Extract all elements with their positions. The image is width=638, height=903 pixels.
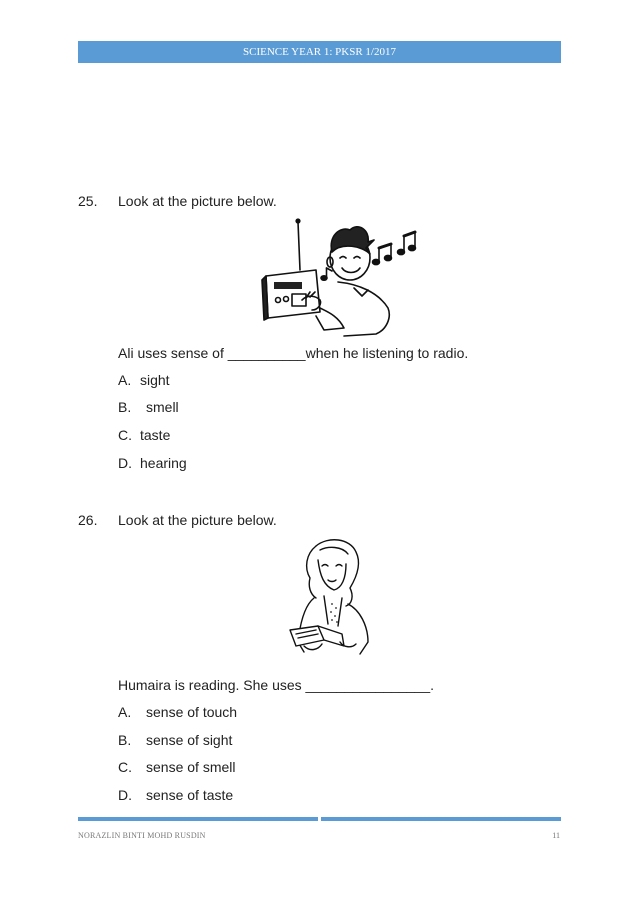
- question-25-number: 25.: [78, 193, 98, 209]
- question-25-option-c[interactable]: C. taste: [118, 427, 171, 443]
- question-25-option-b[interactable]: B. smell: [118, 399, 179, 415]
- header-title: SCIENCE YEAR 1: PKSR 1/2017: [242, 46, 396, 58]
- question-26-number: 26.: [78, 512, 98, 528]
- question-25-option-a[interactable]: A. sight: [118, 372, 170, 388]
- question-26-option-b[interactable]: B. sense of sight: [118, 732, 233, 748]
- question-26-statement: Humaira is reading. She uses ________________.: [118, 677, 435, 693]
- page-header: [78, 41, 561, 63]
- question-26-option-d[interactable]: D. sense of taste: [118, 787, 234, 803]
- question-26-option-a[interactable]: A. sense of touch: [118, 704, 238, 720]
- question-25-option-d[interactable]: D. hearing: [118, 455, 187, 471]
- boy-listening-to-radio-picture: [258, 212, 420, 337]
- question-25-statement: Ali uses sense of __________when he listening to radio.: [118, 345, 469, 361]
- question-25-prompt: Look at the picture below.: [118, 193, 277, 209]
- footer-divider-gap: [318, 817, 321, 821]
- question-26-prompt: Look at the picture below.: [118, 512, 277, 528]
- question-26-option-c[interactable]: C. sense of smell: [118, 759, 236, 775]
- footer-page-number: 11: [552, 831, 560, 840]
- girl-reading-book-picture: [284, 534, 384, 662]
- footer-author: NORAZLIN BINTI MOHD RUSDIN: [78, 831, 206, 840]
